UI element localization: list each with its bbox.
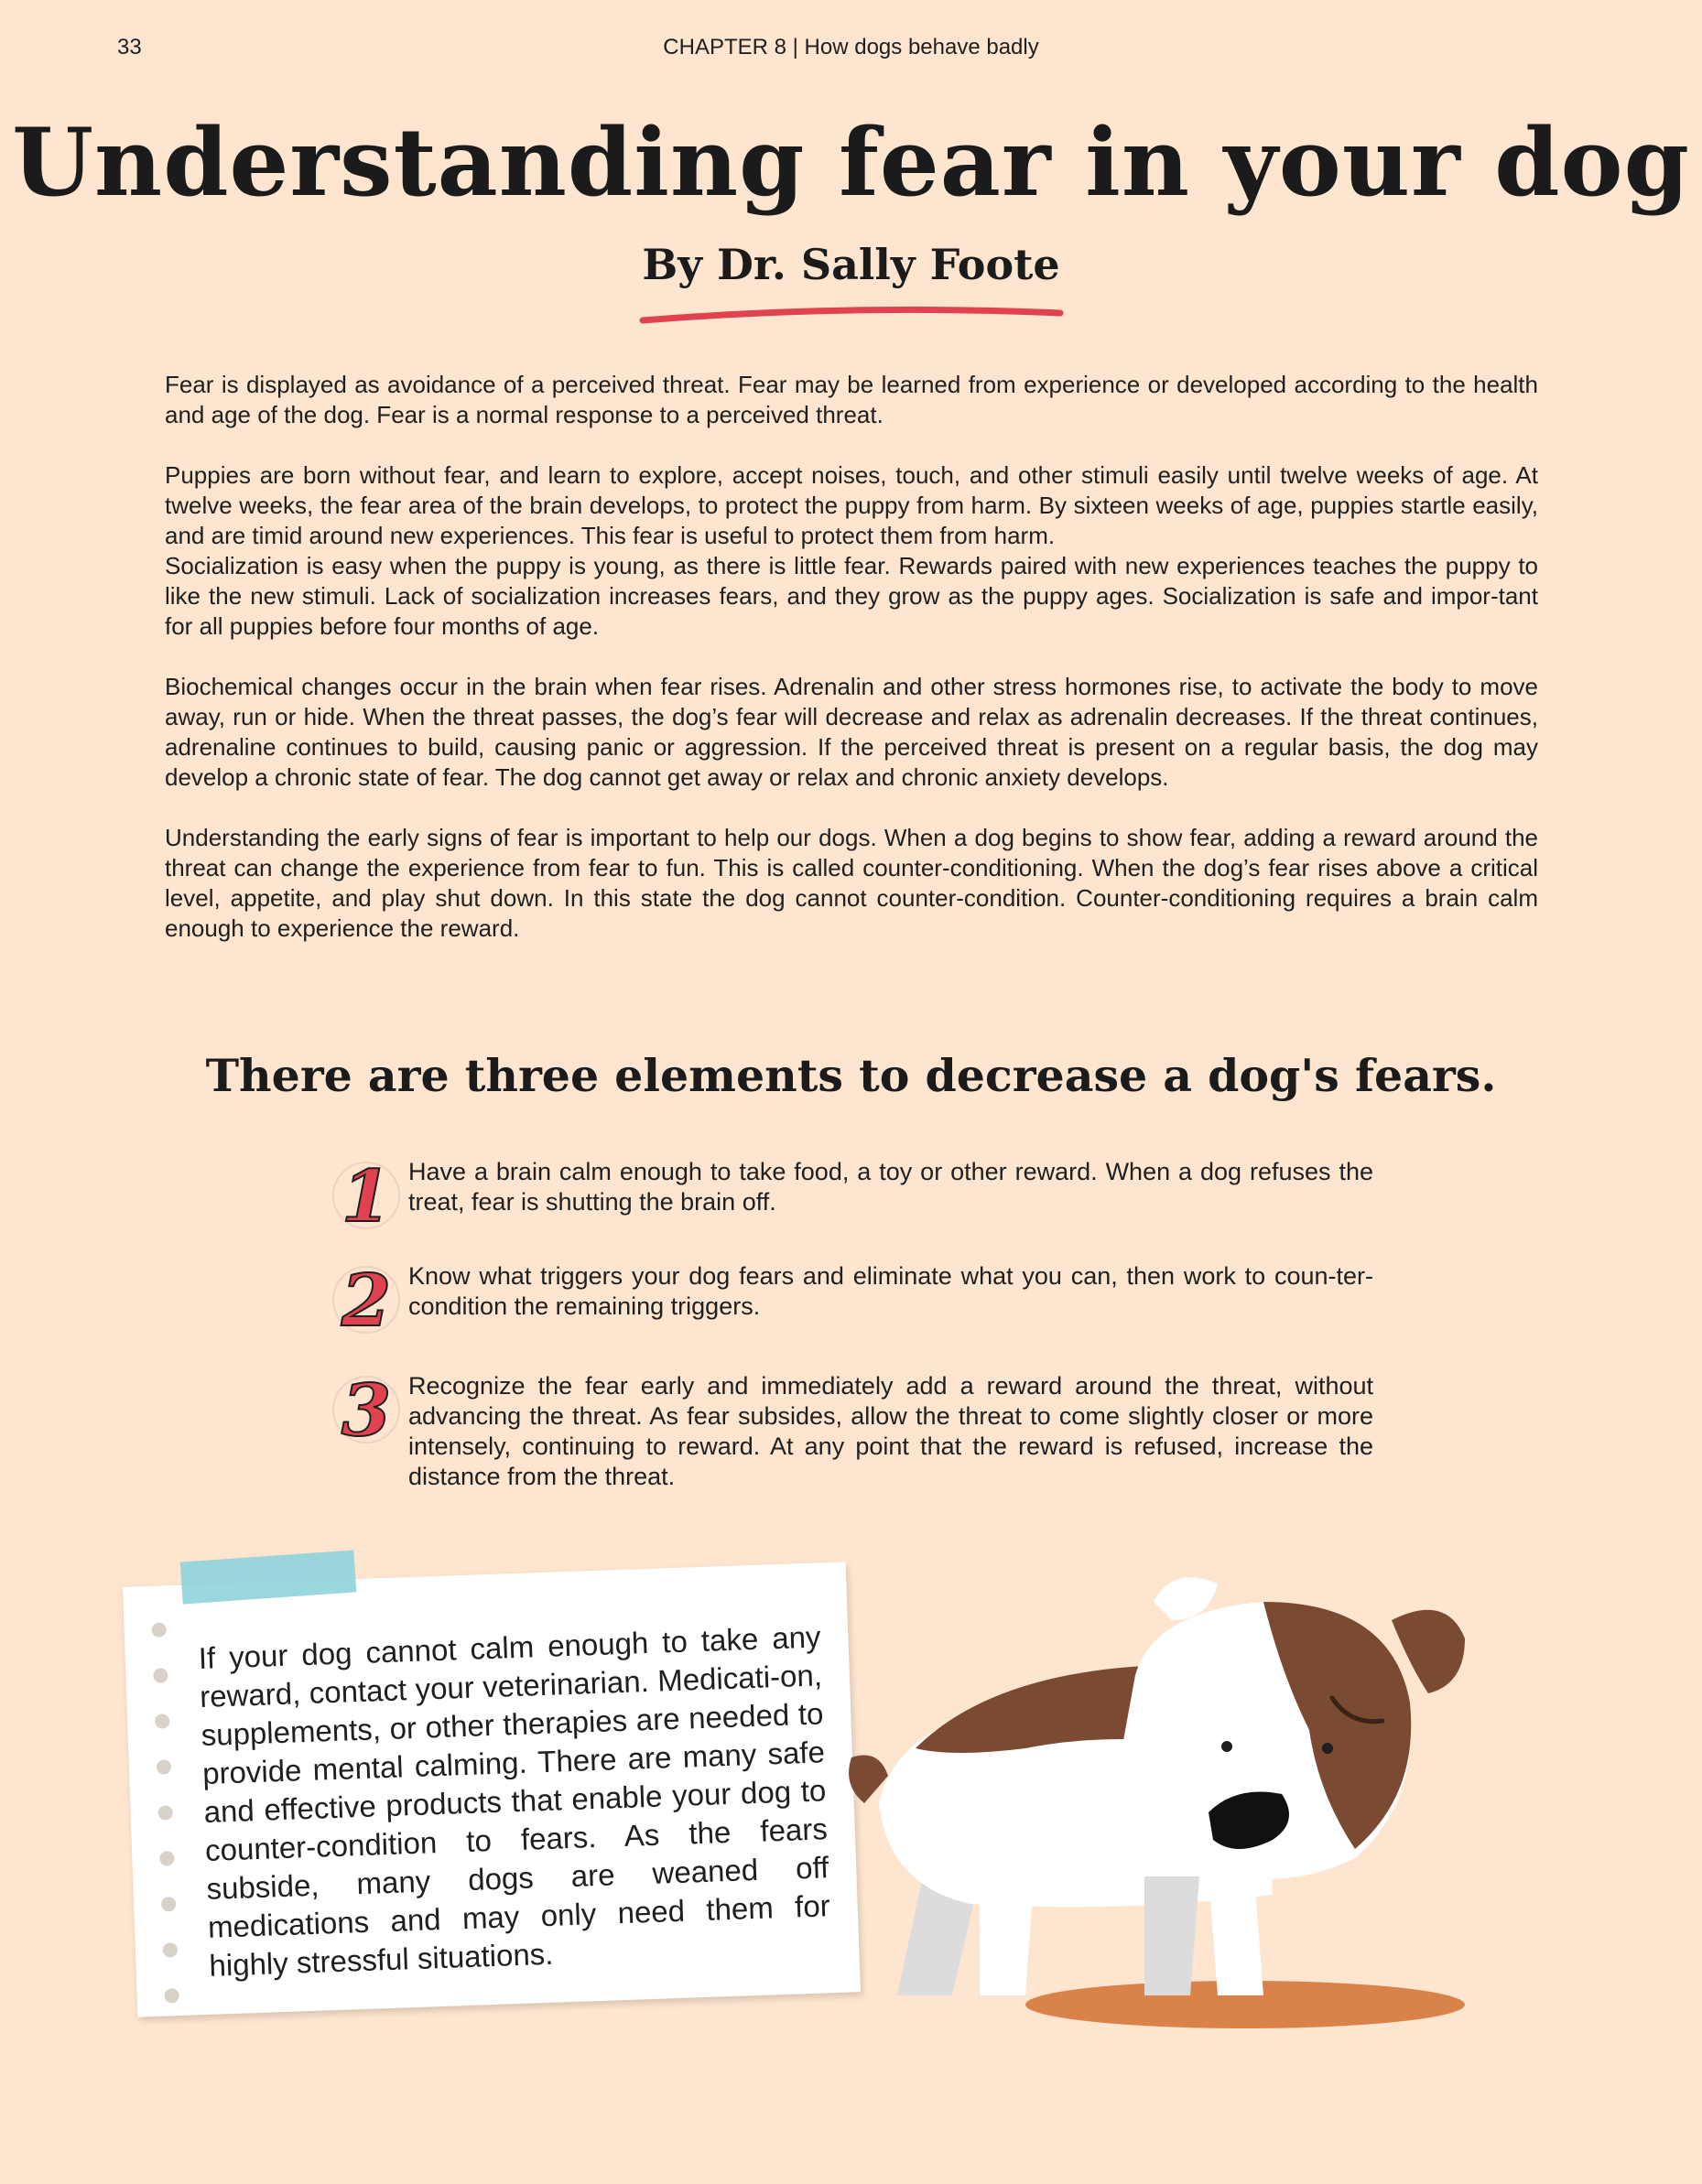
note-text: If your dog cannot calm enough to take any reward, contact your veterinarian. Medicati-on, supplements, or other therapies are needed to provide mental calming. There are many safe and effective products that enable your dog to counter-condition to fears. As the fears subside, many dogs are weaned off medications and may only need them for highly stressful situations. [198, 1619, 831, 1983]
byline-underline [639, 300, 1064, 328]
sticky-note [130, 1556, 862, 2014]
dog-illustration [842, 1565, 1538, 2041]
note-hole-icon [155, 1714, 170, 1729]
paragraph-4: Biochemical changes occur in the brain when fear rises. Adrenalin and other stress hormones rise, to activate the body to move away, run or hide. When the threat passes, the dog’s fear will decrease and relax as adrenalin decreases. If the threat continues, adrenaline continues to build, causing panic or aggression. If the perceived threat is present on a regular basis, the dog may develop a chronic state of fear. The dog cannot get away or relax and chronic anxiety develops. [165, 673, 1538, 791]
paragraph-3: Socialization is easy when the puppy is young, as there is little fear. Rewards paired with new experiences teaches the puppy to like the new stimuli. Lack of socialization increases fears, and they grow as the puppy ages. Socialization is safe and impor-tant for all puppies before four months of age. [165, 552, 1538, 640]
article-body [165, 370, 1538, 974]
dog-front-leg [1209, 1876, 1263, 1995]
step-text-1: Have a brain calm enough to take food, a toy or other reward. When a dog refuses the treat, fear is shutting the brain off. [408, 1158, 1373, 1216]
dog-front-leg [1144, 1876, 1199, 1995]
numbered-badge-icon [330, 1151, 403, 1234]
note-hole-icon [164, 1988, 179, 2004]
step-text-3: Recognize the fear early and immediately add a reward around the threat, without advancing the threat. As fear subsides, allow the threat to come slightly closer or more intensely, continuing to reward. At any point that the reward is refused, increase the distance from the threat. [408, 1372, 1373, 1490]
note-hole-icon [157, 1805, 173, 1821]
note-hole-icon [151, 1622, 167, 1638]
byline: By Dr. Sally Foote [642, 240, 1060, 289]
article-title: Understanding fear in your dog [12, 108, 1690, 218]
note-hole-icon [153, 1668, 168, 1683]
dog-spot [1221, 1741, 1232, 1752]
note-hole-icon [159, 1851, 175, 1866]
page-number: 33 [117, 35, 142, 59]
paragraph-1: Fear is displayed as avoidance of a perceived threat. Fear may be learned from experience or developed according to the health and age of the dog. Fear is a normal response to a perceived threat. [165, 371, 1538, 428]
paragraph-5: Understanding the early signs of fear is important to help our dogs. When a dog begins to show fear, adding a reward around the threat can change the experience from fear to fun. This is called counter-conditioning. When the dog’s fear rises above a critical level, appetite, and play shut down. In this state the dog cannot counter-condition. Counter-conditioning requires a brain calm enough to experience the reward. [165, 824, 1538, 942]
dog-spot [1322, 1743, 1333, 1754]
note-hole-icon [157, 1759, 172, 1775]
running-header: CHAPTER 8 | How dogs behave badly [663, 35, 1039, 59]
note-hole-icon [163, 1942, 179, 1958]
step-text-2: Know what triggers your dog fears and eliminate what you can, then work to coun-ter-condition the remaining triggers. [408, 1262, 1373, 1320]
paragraph-2: Puppies are born without fear, and learn to explore, accept noises, touch, and other stimuli easily until twelve weeks of age. At twelve weeks, the fear area of the brain develops, to protect the puppy from harm. By sixteen weeks of age, puppies startle easily, and are timid around new experiences. This fear is useful to protect them from harm. [165, 461, 1538, 549]
numbered-badge-icon [330, 1366, 403, 1448]
step-number-3: 3 [341, 1369, 392, 1448]
note-hole-icon [161, 1897, 177, 1912]
numbered-badge-icon [330, 1256, 403, 1338]
step-number-1: 1 [341, 1155, 392, 1234]
note-card [123, 1562, 861, 2016]
section-subheading: There are three elements to decrease a dog's fears. [205, 1049, 1497, 1102]
step-number-2: 2 [341, 1260, 392, 1338]
